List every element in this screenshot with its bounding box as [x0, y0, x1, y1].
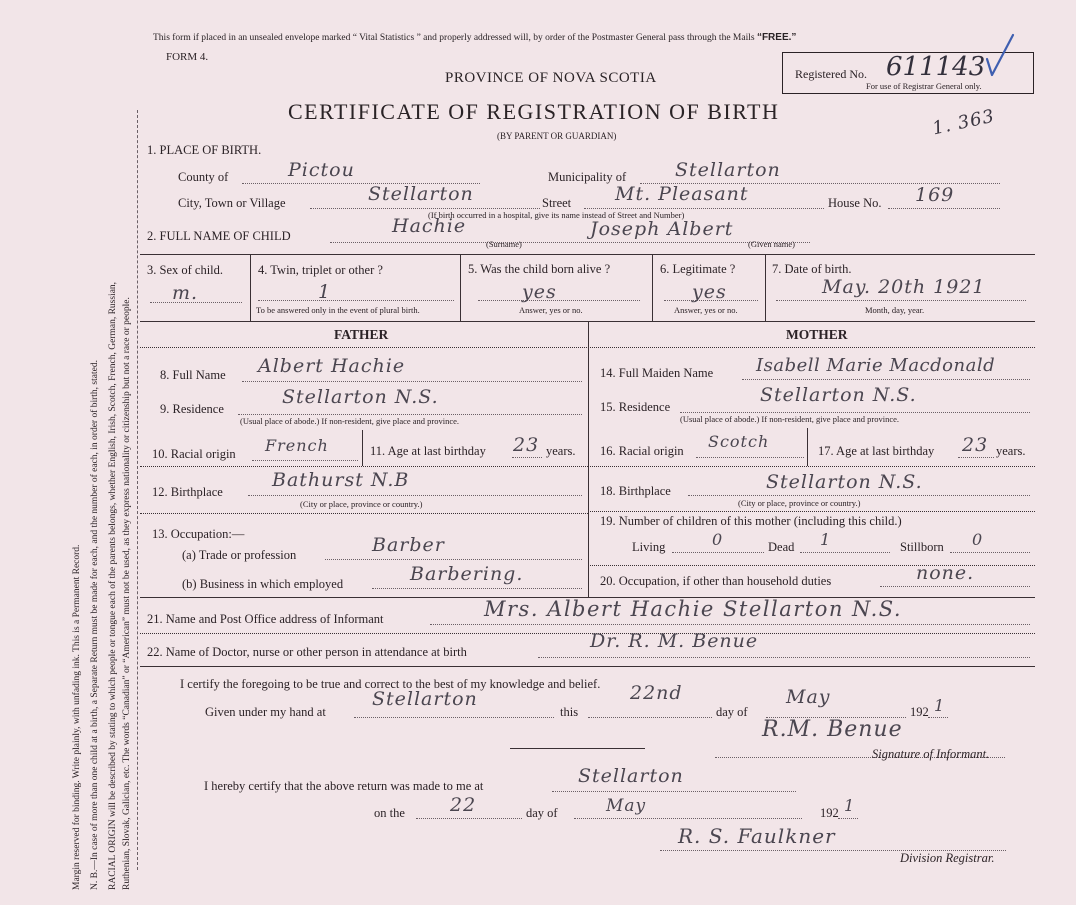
- registrar-signature: R. S. Faulkner: [678, 824, 836, 848]
- father-years-label: years.: [546, 444, 576, 458]
- living-value: 0: [712, 530, 724, 549]
- registrar-month-value: May: [606, 796, 647, 816]
- mother-residence-label: 15. Residence: [600, 400, 671, 414]
- free-label: “FREE.”: [756, 32, 797, 43]
- form-number: FORM 4.: [166, 51, 209, 63]
- father-residence-note: (Usual place of abode.) If non-resident, give place and province.: [240, 416, 460, 426]
- surname-caption: (Surname): [486, 239, 522, 249]
- registrar-day-of-label: day of: [526, 806, 558, 820]
- twin-value: 1: [318, 281, 332, 303]
- municipality-label: Municipality of: [548, 170, 627, 184]
- certify-statement: I certify the foregoing to be true and correct to the best of my knowledge and belief.: [180, 677, 601, 691]
- mother-years-label: years.: [996, 444, 1026, 458]
- mother-birthplace-value: Stellarton N.S.: [766, 471, 923, 493]
- father-residence-value: Stellarton N.S.: [282, 386, 439, 408]
- certify-year-suffix: 1: [934, 696, 946, 715]
- municipality-value: Stellarton: [675, 159, 781, 181]
- registered-number: 611143: [886, 52, 986, 82]
- father-trade-value: Barber: [372, 534, 445, 556]
- mother-age-value: 23: [962, 434, 989, 456]
- date-of-birth-value: May. 20th 1921: [822, 276, 986, 298]
- stamp-mark: 1. 363: [930, 105, 997, 140]
- place-of-birth-heading: 1. PLACE OF BIRTH.: [147, 143, 262, 157]
- father-birthplace-value: Bathurst N.B: [272, 469, 410, 491]
- mother-occupation-label: 20. Occupation, if other than household duties: [600, 574, 832, 588]
- mother-birthplace-label: 18. Birthplace: [600, 484, 671, 498]
- registrar-place-value: Stellarton: [578, 765, 684, 787]
- informant-value: Mrs. Albert Hachie Stellarton N.S.: [484, 597, 903, 621]
- legitimate-value: yes: [692, 281, 727, 303]
- given-place-value: Stellarton: [372, 688, 478, 710]
- registrar-year-suffix: 1: [844, 796, 856, 815]
- mother-name-value: Isabell Marie Macdonald: [756, 355, 996, 376]
- dead-value: 1: [820, 530, 832, 549]
- province-heading: PROVINCE OF NOVA SCOTIA: [445, 70, 657, 86]
- registrar-use-note: For use of Registrar General only.: [866, 81, 982, 91]
- doctor-value: Dr. R. M. Benue: [590, 630, 759, 652]
- mother-residence-value: Stellarton N.S.: [760, 384, 917, 406]
- father-business-value: Barbering.: [410, 563, 524, 585]
- father-racial-label: 10. Racial origin: [152, 447, 236, 461]
- mother-name-label: 14. Full Maiden Name: [600, 366, 714, 380]
- binding-margin-line: [137, 110, 138, 870]
- legitimate-note: Answer, yes or no.: [674, 305, 738, 315]
- mother-heading: MOTHER: [786, 327, 848, 342]
- margin-note-binding: Margin reserved for binding. Write plainly, with unfading ink. This is a Permanent Record.: [72, 544, 82, 890]
- registrar-signature-label: Division Registrar.: [900, 851, 995, 865]
- house-value: 169: [915, 184, 955, 206]
- born-alive-note: Answer, yes or no.: [519, 305, 583, 315]
- signature-rule: [510, 748, 645, 749]
- mother-residence-note: (Usual place of abode.) If non-resident, give place and province.: [680, 414, 900, 424]
- twin-label: 4. Twin, triplet or other ?: [258, 263, 383, 277]
- county-value: Pictou: [288, 159, 355, 181]
- sex-label: 3. Sex of child.: [147, 263, 224, 277]
- father-age-label: 11. Age at last birthday: [370, 444, 486, 458]
- checkmark-icon: [985, 33, 1015, 79]
- father-birthplace-note: (City or place, province or country.): [300, 499, 423, 509]
- stillborn-label: Stillborn: [900, 540, 944, 554]
- certify-year-prefix: 192: [910, 705, 929, 719]
- father-birthplace-label: 12. Birthplace: [152, 485, 223, 499]
- given-name-caption: (Given name): [748, 239, 795, 249]
- informant-label: 21. Name and Post Office address of Informant: [147, 612, 384, 626]
- house-label: House No.: [828, 196, 882, 210]
- registrar-on-the-label: on the: [374, 806, 405, 820]
- mother-racial-value: Scotch: [708, 432, 770, 451]
- father-racial-value: French: [265, 436, 329, 455]
- sex-value: m.: [172, 282, 199, 304]
- twin-note: To be answered only in the event of plural birth.: [256, 305, 420, 315]
- margin-note-multiple-births: N. B.—In case of more than one child at a birth, a Separate Return must be made for each, and the number of each, in order of birth, stated.: [90, 360, 100, 890]
- father-business-label: (b) Business in which employed: [182, 577, 344, 591]
- legitimate-label: 6. Legitimate ?: [660, 262, 736, 276]
- page-title: CERTIFICATE OF REGISTRATION OF BIRTH: [288, 99, 780, 124]
- page-subtitle: (BY PARENT OR GUARDIAN): [497, 131, 617, 141]
- mother-children-label: 19. Number of children of this mother (including this child.): [600, 514, 902, 528]
- margin-note-racial-origin: RACIAL ORIGIN will be described by stating to which people or tongue each of the parents belongs, whether English, Irish, Scotch, French, German, Russian,: [108, 281, 118, 890]
- county-label: County of: [178, 170, 229, 184]
- informant-signature-label: Signature of Informant.: [872, 747, 990, 761]
- given-under-label: Given under my hand at: [205, 705, 326, 719]
- born-alive-value: yes: [522, 281, 557, 303]
- mother-racial-label: 16. Racial origin: [600, 444, 684, 458]
- mailing-notice: This form if placed in an unsealed envelope marked “ Vital Statistics ” and properly addressed will, by order of the Postmaster General pass through the Mails “FREE.”: [153, 32, 797, 43]
- father-trade-label: (a) Trade or profession: [182, 548, 297, 562]
- registrar-year-prefix: 192: [820, 806, 839, 820]
- father-heading: FATHER: [334, 327, 389, 342]
- date-of-birth-label: 7. Date of birth.: [772, 262, 852, 276]
- registrar-statement: I hereby certify that the above return was made to me at: [204, 779, 484, 793]
- mother-age-label: 17. Age at last birthday: [818, 444, 935, 458]
- certify-day-of-label: day of: [716, 705, 748, 719]
- living-label: Living: [632, 540, 666, 554]
- mother-occupation-value: none.: [916, 562, 975, 584]
- street-label: Street: [542, 196, 572, 210]
- city-value: Stellarton: [368, 183, 474, 205]
- father-occupation-label: 13. Occupation:—: [152, 527, 245, 541]
- registered-label: Registered No.: [795, 67, 867, 81]
- informant-signature: R.M. Benue: [762, 717, 903, 742]
- city-label: City, Town or Village: [178, 196, 286, 210]
- hospital-note: (If birth occurred in a hospital, give its name instead of Street and Number): [428, 210, 685, 220]
- father-name-value: Albert Hachie: [258, 355, 406, 377]
- doctor-label: 22. Name of Doctor, nurse or other person in attendance at birth: [147, 645, 467, 659]
- certify-day-value: 22nd: [630, 682, 683, 704]
- stillborn-value: 0: [972, 530, 984, 549]
- dead-label: Dead: [768, 540, 795, 554]
- margin-note-nationality: Ruthenian, Slovak, Galician, etc. The words “Canadian” or “American” must not be used, as they express nationality or citizenship but not a race or people.: [122, 297, 132, 890]
- father-age-value: 23: [513, 434, 540, 456]
- father-name-label: 8. Full Name: [160, 368, 226, 382]
- this-label: this: [560, 705, 579, 719]
- street-value: Mt. Pleasant: [615, 183, 749, 205]
- child-name-label: 2. FULL NAME OF CHILD: [147, 229, 291, 243]
- child-given-name: Joseph Albert: [590, 218, 734, 240]
- mother-birthplace-note: (City or place, province or country.): [738, 498, 861, 508]
- child-surname: Hachie: [392, 215, 467, 237]
- registrar-day-value: 22: [450, 794, 477, 816]
- born-alive-label: 5. Was the child born alive ?: [468, 262, 611, 276]
- certify-month-value: May: [786, 686, 831, 708]
- date-of-birth-note: Month, day, year.: [865, 305, 925, 315]
- father-residence-label: 9. Residence: [160, 402, 224, 416]
